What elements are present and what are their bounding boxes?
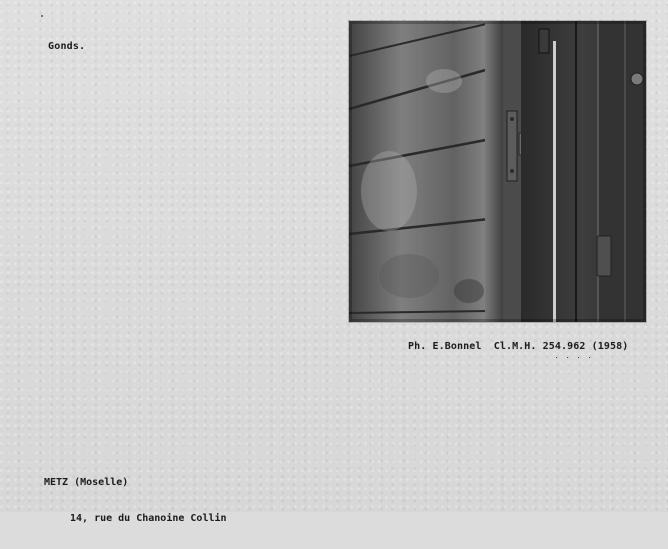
reference-number: Cl.M.H. 254.962 (1958) (493, 341, 629, 352)
hinge-photo-illustration (349, 21, 646, 322)
photographer: Ph. E.Bonnel (408, 341, 482, 352)
photograph (349, 21, 646, 322)
location-block (44, 453, 227, 549)
pencil-marks (556, 357, 596, 360)
caption-title: Gonds. (48, 41, 86, 52)
photo-credit (408, 341, 628, 352)
paper-speck (41, 15, 43, 17)
location-address: 14, rue du Chanoine Collin (70, 513, 227, 524)
location-city: METZ (Moselle) (44, 477, 129, 488)
